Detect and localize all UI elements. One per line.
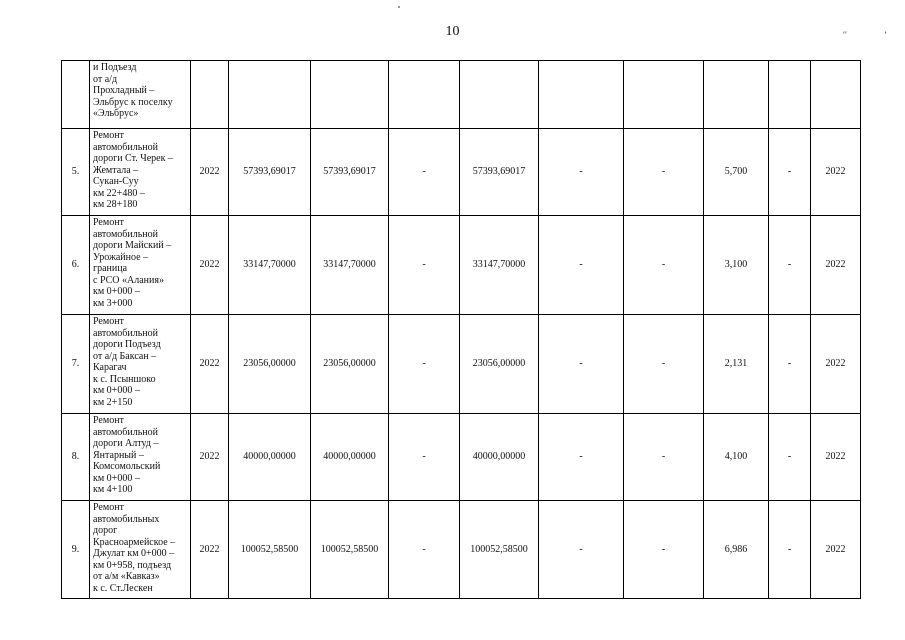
value-cell: - (624, 501, 704, 599)
value-cell: 23056,00000 (460, 315, 539, 414)
value-cell: 23056,00000 (311, 315, 389, 414)
value-cell: 23056,00000 (229, 315, 311, 414)
object-name: Ремонт автомобильной дороги Подъезд от а/д Баксан – Карагач к с. Псыншоко км 0+000 – км 2+150 (90, 315, 191, 414)
length-cell (704, 61, 769, 129)
row-number: 9. (62, 501, 90, 599)
value-cell: - (389, 414, 460, 501)
object-name: Ремонт автомобильных дорог Красноармейское – Джулат км 0+000 – км 0+958, подъезд от а/м «Кавказ» к с. Ст.Лескен (90, 501, 191, 599)
value-cell: - (624, 216, 704, 315)
year-cell: 2022 (191, 414, 229, 501)
value-cell: - (769, 129, 811, 216)
table-row (62, 501, 861, 599)
value-cell: - (769, 216, 811, 315)
year-cell: 2022 (191, 129, 229, 216)
value-cell (460, 61, 539, 129)
table-row (62, 414, 861, 501)
value-cell: - (539, 129, 624, 216)
value-cell: - (624, 315, 704, 414)
year-cell: 2022 (191, 315, 229, 414)
table-row (62, 129, 861, 216)
value-cell: - (539, 501, 624, 599)
length-cell: 3,100 (704, 216, 769, 315)
length-cell: 2,131 (704, 315, 769, 414)
completion-year-cell: 2022 (811, 315, 861, 414)
object-name: Ремонт автомобильной дороги Майский – Урожайное – граница с РСО «Алания» км 0+000 – км 3+000 (90, 216, 191, 315)
length-cell: 6,986 (704, 501, 769, 599)
value-cell: - (389, 501, 460, 599)
row-number: 6. (62, 216, 90, 315)
value-cell: 40000,00000 (311, 414, 389, 501)
value-cell: - (389, 315, 460, 414)
value-cell: - (389, 129, 460, 216)
object-name: Ремонт автомобильной дороги Ст. Черек – Жемтала – Сукан-Суу км 22+480 – км 28+180 (90, 129, 191, 216)
completion-year-cell: 2022 (811, 216, 861, 315)
completion-year-cell: 2022 (811, 129, 861, 216)
road-repair-table (61, 60, 861, 599)
object-name: и Подъезд от а/д Прохладный – Эльбрус к поселку «Эльбрус» (90, 61, 191, 129)
value-cell: - (624, 129, 704, 216)
corner-mark: ’ (884, 30, 887, 40)
value-cell: - (769, 414, 811, 501)
page-number: 10 (445, 24, 460, 39)
object-name: Ремонт автомобильной дороги Алтуд – Янтарный – Комсомольский км 0+000 – км 4+100 (90, 414, 191, 501)
value-cell: - (769, 315, 811, 414)
corner-mark: ′′ (843, 30, 847, 40)
value-cell: 57393,69017 (229, 129, 311, 216)
value-cell: - (539, 414, 624, 501)
row-number (62, 61, 90, 129)
value-cell: - (539, 216, 624, 315)
row-number: 7. (62, 315, 90, 414)
completion-year-cell: 2022 (811, 414, 861, 501)
value-cell: 40000,00000 (229, 414, 311, 501)
value-cell: 100052,58500 (311, 501, 389, 599)
value-cell (311, 61, 389, 129)
value-cell: 57393,69017 (460, 129, 539, 216)
table-row (62, 61, 861, 129)
year-cell: 2022 (191, 216, 229, 315)
value-cell (624, 61, 704, 129)
table-row (62, 216, 861, 315)
completion-year-cell: 2022 (811, 501, 861, 599)
year-cell (191, 61, 229, 129)
value-cell: - (769, 501, 811, 599)
row-number: 8. (62, 414, 90, 501)
value-cell: - (624, 414, 704, 501)
value-cell: 57393,69017 (311, 129, 389, 216)
value-cell (389, 61, 460, 129)
value-cell: 40000,00000 (460, 414, 539, 501)
value-cell: - (539, 315, 624, 414)
length-cell: 4,100 (704, 414, 769, 501)
value-cell (539, 61, 624, 129)
value-cell: 33147,70000 (460, 216, 539, 315)
value-cell: - (389, 216, 460, 315)
value-cell (769, 61, 811, 129)
scan-speck (398, 6, 400, 8)
value-cell: 33147,70000 (229, 216, 311, 315)
value-cell (229, 61, 311, 129)
value-cell: 100052,58500 (460, 501, 539, 599)
table-row (62, 315, 861, 414)
row-number: 5. (62, 129, 90, 216)
value-cell: 33147,70000 (311, 216, 389, 315)
value-cell: 100052,58500 (229, 501, 311, 599)
completion-year-cell (811, 61, 861, 129)
year-cell: 2022 (191, 501, 229, 599)
length-cell: 5,700 (704, 129, 769, 216)
